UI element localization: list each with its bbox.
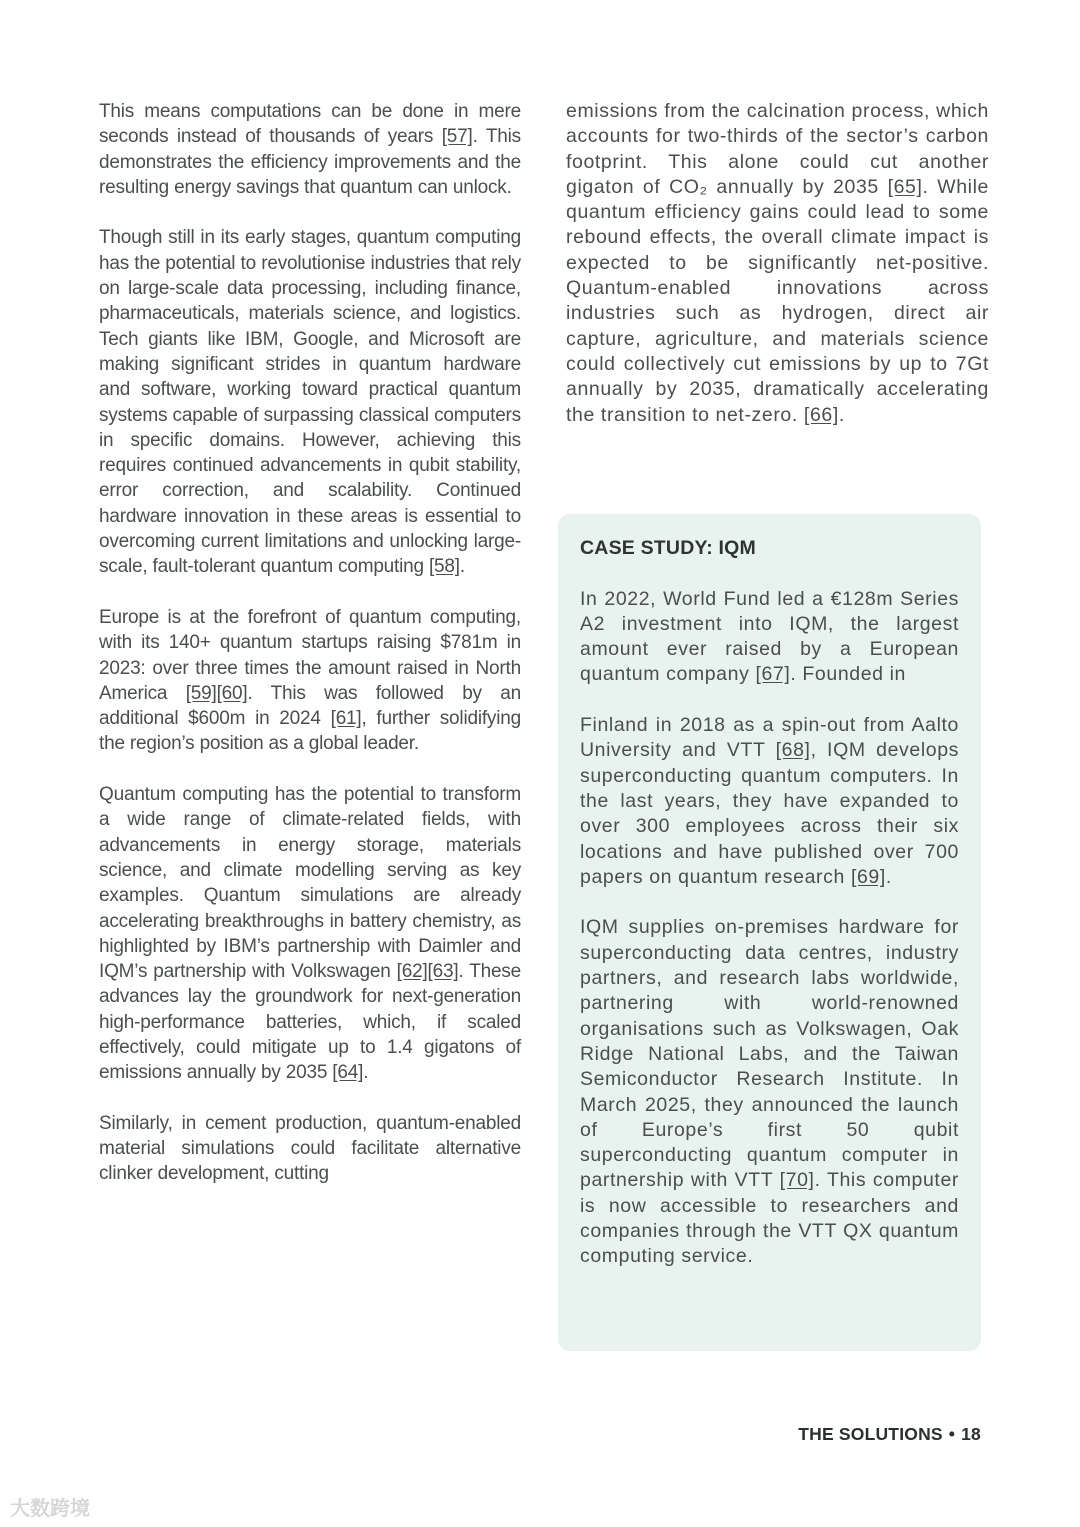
citation-link[interactable]: [57]: [441, 126, 473, 148]
citation-link[interactable]: [58]: [428, 556, 460, 578]
citation-link[interactable]: [66]: [803, 403, 839, 426]
citation-link[interactable]: [59]: [185, 682, 217, 704]
case-study-content: [580, 536, 959, 1270]
page-number: 18: [961, 1424, 981, 1444]
paragraph: This means computations can be done in mere seconds instead of thousands of years [57]. This demonstrates the efficiency improvements and the resulting energy savings that quantum can unlock.: [99, 101, 521, 198]
left-column: [99, 99, 521, 1187]
paragraph: Quantum computing has the potential to transform a wide range of climate-related fields, with advancements in energy storage, materials science, and climate modelling serving as key examples. Quantum simulations are already accelerating breakthroughs in battery chemistry, as highlighted by IBM’s partnership with Daimler and IQM’s partnership with Volkswagen [62][63]. These advances lay the groundwork for next-generation high-performance batteries, which, if scaled effectively, could mitigate up to 1.4 gigatons of emissions annually by 2035 [64].: [99, 784, 522, 1084]
page-footer: [798, 1424, 981, 1445]
right-column: [566, 99, 989, 428]
citation-link[interactable]: [63]: [427, 961, 459, 983]
watermark-logo: 大数跨境: [10, 1496, 90, 1520]
paragraph: emissions from the calcination process, which accounts for two-thirds of the sector’s carbon footprint. This alone could cut another gigaton of CO₂ annually by 2035 [65]. While quantum efficiency gains could lead to some rebound effects, the overall climate impact is expected to be significantly net-positive. Quantum-enabled innovations across industries such as hydrogen, direct air capture, agriculture, and materials science could collectively cut emissions by up to 7Gt annually by 2035, dramatically accelerating the transition to net-zero. [66].: [566, 100, 989, 426]
citation-link[interactable]: [65]: [887, 175, 923, 198]
citation-link[interactable]: [60]: [216, 682, 248, 704]
separator: •: [948, 1424, 956, 1444]
paragraph: Finland in 2018 as a spin-out from Aalto University and VTT [68], IQM develops superconducting quantum computers. In the last years, they have expanded to over 300 employees across their six locations and have published over 700 papers on quantum research [69].: [580, 714, 960, 888]
citation-link[interactable]: [70]: [779, 1169, 815, 1192]
paragraph: In 2022, World Fund led a €128m Series A2 investment into IQM, the largest amount ever raised by a European quantum company [67]. Founded in: [580, 587, 959, 686]
citation-link[interactable]: [69]: [850, 865, 886, 888]
paragraph: Europe is at the forefront of quantum computing, with its 140+ quantum startups raising $781m in 2023: over three times the amount raised in North America [59][60]. This was followed by an additional $600m in 2024 [61], further solidifying the region’s position as a global leader.: [99, 606, 521, 755]
section-title: THE SOLUTIONS: [798, 1424, 943, 1444]
case-study-title: CASE STUDY: IQM: [580, 537, 756, 559]
citation-link[interactable]: [62]: [396, 961, 428, 983]
citation-link[interactable]: [61]: [330, 708, 362, 730]
paragraph: Though still in its early stages, quantum computing has the potential to revolutionise industries that rely on large-scale data processing, including finance, pharmaceuticals, materials science, and logistics. Tech giants like IBM, Google, and Microsoft are making significant strides in quantum hardware and software, working toward practical quantum systems capable of surpassing classical computers in specific domains. However, achieving this requires continued advancements in qubit stability, error correction, and scalability. Continued hardware innovation in these areas is essential to overcoming current limitations and unlocking large-scale, fault-tolerant quantum computing [58].: [99, 227, 521, 578]
citation-link[interactable]: [68]: [775, 739, 811, 762]
paragraph: IQM supplies on-premises hardware for superconducting data centres, industry partners, and research labs worldwide, partnering with world-renowned organisations such as Volkswagen, Oak Ridge National Labs, and the Taiwan Semiconductor Research Institute. In March 2025, they announced the launch of Europe’s first 50 qubit superconducting quantum computer in partnership with VTT [70]. This computer is now accessible to researchers and companies through the VTT QX quantum computing service.: [580, 916, 959, 1268]
paragraph: Similarly, in cement production, quantum-enabled material simulations could facilitate alternative clinker development, cutting: [99, 1112, 521, 1185]
citation-link[interactable]: [64]: [332, 1062, 364, 1084]
case-study-box: [558, 514, 981, 1351]
citation-link[interactable]: [67]: [755, 663, 791, 686]
